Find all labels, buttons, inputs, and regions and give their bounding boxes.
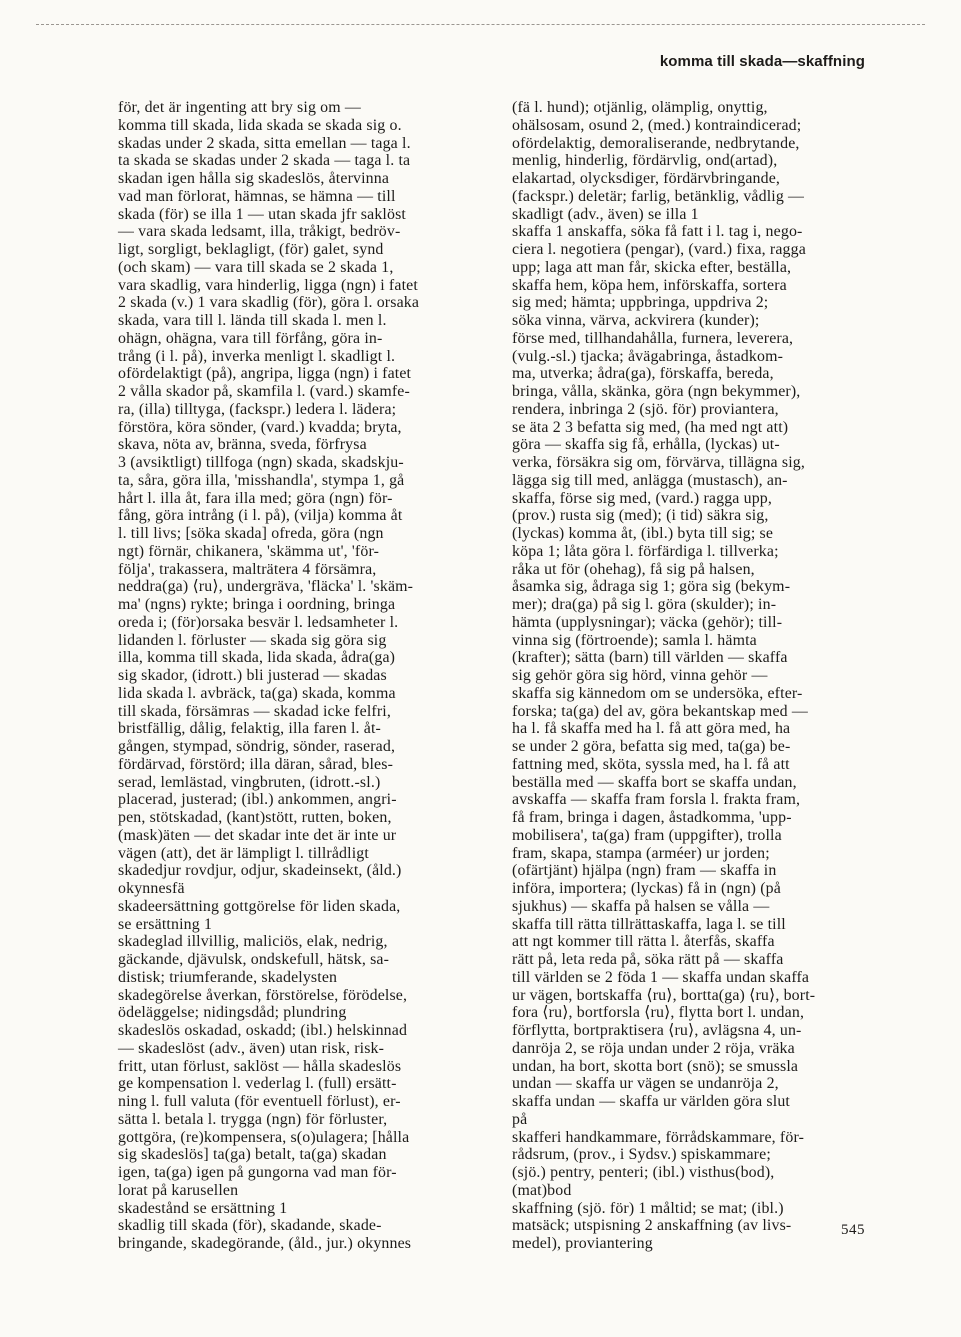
left-column-line: ge kompensation l. vederlag l. (full) ersätt- bbox=[118, 1075, 397, 1093]
right-column-line: verka, försäkra sig om, förvärva, tillägna sig, bbox=[512, 454, 805, 471]
left-column-line: bristfällig, dålig, felaktig, illa faren l. åt- bbox=[118, 720, 381, 738]
left-column-line: ligt, sorgligt, beklagligt, (för) galet, synd bbox=[118, 241, 384, 258]
left-column-line: hårt l. illa åt, fara illa med; göra (ngn) för- bbox=[118, 489, 393, 507]
left-column-line: oreda i; (för)orsaka besvär l. ledsamheter l. bbox=[118, 613, 399, 631]
right-column-line: skaffa undan — skaffa ur världen göra slut bbox=[512, 1093, 790, 1110]
left-column-line: lida skada l. avbräck, ta(ga) skada, komma bbox=[118, 684, 396, 702]
right-column-line: ofördelaktig, demoraliserande, nedbrytande, bbox=[512, 134, 800, 152]
right-column-line: råka ut för (ohehag), få sig på halsen, bbox=[512, 560, 755, 578]
right-column-line: göra — skaffa sig få, erhålla, (lyckas) ut- bbox=[512, 436, 780, 454]
right-column-line: (sjö.) pentry, penteri; (ibl.) visthus(bod), bbox=[512, 1164, 775, 1181]
left-column-line: vara skadlig, vara hinderlig, ligga (ngn) i fatet bbox=[118, 276, 418, 294]
right-column-line: på bbox=[512, 1110, 528, 1128]
right-column-line: ohälsosam, osund 2, (med.) kontraindicerad; bbox=[512, 116, 802, 134]
left-column-line: distisk; triumferande, skadelysten bbox=[118, 968, 338, 986]
left-column-line: (mask)äten — det skadar inte det är inte ur bbox=[118, 826, 397, 844]
running-head: komma till skada—skaffning bbox=[659, 53, 865, 70]
left-column-line: trång (i l. på), inverka menligt l. skadligt l. bbox=[118, 347, 396, 365]
right-column-line: skaffa hem, köpa hem, införskaffa, sortera bbox=[512, 276, 787, 294]
right-column-line: lägga sig till med, anlägga (mustasch), an- bbox=[512, 471, 788, 489]
right-column-line: fram, skapa, stampa (arméer) ur jorden; bbox=[512, 844, 770, 862]
right-column-line: skaffa sig kännedom om se undersöka, efter- bbox=[512, 684, 803, 702]
left-column-line: lorat på karusellen bbox=[118, 1181, 239, 1199]
left-column-line: förstöra, köra sönder, (vard.) kvadda; bryta, bbox=[118, 418, 402, 436]
left-column-line: till skada, försämras — skadad icke felfri, bbox=[118, 702, 391, 720]
left-column-line: skadan igen hålla sig skadeslös, återvinna bbox=[118, 170, 390, 187]
left-column-line: — skadeslöst (adv., även) utan risk, risk- bbox=[118, 1039, 385, 1057]
right-column-line: avskaffa — skaffa fram forsla l. frakta fram, bbox=[512, 791, 801, 809]
left-column-line: fritt, utan förlust, saklöst — hålla skadeslös bbox=[118, 1057, 402, 1075]
left-column-line: l. till livs; [söka skada] ofreda, göra (ngn bbox=[118, 525, 384, 542]
left-column-line: illa, komma till skada, lida skada, ådra(ga) bbox=[118, 649, 396, 667]
page-number: 545 bbox=[841, 1222, 865, 1238]
left-column-line: följa', trakassera, malträtera 4 försämra, bbox=[118, 560, 377, 578]
right-column-line: undan, ha bort, skotta bort (snö); se smussla bbox=[512, 1057, 799, 1075]
right-column-line: fattning med, sköta, syssla med, ha l. få att bbox=[512, 755, 790, 773]
left-column-line: skada, vara till l. lända till skada l. men l. bbox=[118, 312, 387, 329]
left-column-line: gottgöra, (re)kompensera, s(o)ulagera; [hålla bbox=[118, 1128, 410, 1146]
right-column-line: söka vinna, värva, ackvirera (kunder); bbox=[512, 312, 760, 329]
right-column-line: (lyckas) komma åt, (ibl.) byta till sig; se bbox=[512, 525, 774, 542]
left-column-line: för, det är ingenting att bry sig om — bbox=[118, 99, 361, 116]
left-column-line: 2 vålla skador på, skamfila l. (vard.) skamfe- bbox=[118, 383, 410, 400]
left-column-line: ning l. full valuta (för eventuell förlust), er- bbox=[118, 1093, 401, 1110]
scan-top-edge bbox=[36, 24, 925, 25]
right-column-line: bringa, vålla, skänka, göra (ngn bekymmer), bbox=[512, 383, 801, 400]
right-column-line: skaffning (sjö. för) 1 måltid; se mat; (ibl.) bbox=[512, 1199, 784, 1217]
right-column-line: upp; laga att man får, skicka efter, beställa, bbox=[512, 258, 792, 276]
left-column-line: skadegörelse åverkan, förstörelse, förödelse, bbox=[118, 986, 408, 1004]
left-column-line: fång, göra intrång (i l. på), (vilja) komma åt bbox=[118, 507, 403, 525]
left-column-line: 3 (avsiktligt) tillfoga (ngn) skada, skadskju- bbox=[118, 454, 404, 471]
left-column-line: fördärvad, förstörd; illa däran, sårad, bles- bbox=[118, 755, 394, 773]
right-column-line: rådsrum, (prov., i Sydsv.) spiskammare; bbox=[512, 1146, 771, 1164]
left-column-line: se ersättning 1 bbox=[118, 915, 213, 933]
right-column-line: beställa med — skaffa bort se skaffa undan, bbox=[512, 773, 797, 791]
left-column-line: komma till skada, lida skada se skada sig o. bbox=[118, 116, 402, 134]
left-column-line: ma' (ngns) rykte; bringa i oordning, bringa bbox=[118, 596, 396, 613]
right-column-line: hämta (upplysningar); väcka (gehör); till- bbox=[512, 613, 783, 631]
right-column-line: fora ⟨ru⟩, bortforsla ⟨ru⟩, flytta bort l. undan, bbox=[512, 1004, 805, 1022]
left-column-line: skadestånd se ersättning 1 bbox=[118, 1199, 288, 1217]
left-column-line: bringande, skadegörande, (åld., jur.) okynnes bbox=[118, 1235, 412, 1252]
right-column-line: skaffa till rätta tillrättaskaffa, laga l. se till bbox=[512, 915, 786, 933]
right-column-line: köpa 1; låta göra l. förfärdiga l. tillverka; bbox=[512, 542, 779, 560]
right-column-line: ma, utverka; ådra(ga), förskaffa, bereda, bbox=[512, 365, 774, 383]
left-column-line: sig skador, (idrott.) bli justerad — skadas bbox=[118, 667, 387, 684]
right-column-line: medel), proviantering bbox=[512, 1235, 653, 1252]
left-column-line: skadeslös oskadad, oskadd; (ibl.) helskinnad bbox=[118, 1022, 408, 1039]
right-column-line: sig gehör göra sig hörd, vinna gehör — bbox=[512, 667, 768, 684]
left-column-line: ta, såra, göra illa, 'misshandla', stympa 1, gå bbox=[118, 471, 405, 489]
right-column-line: sig med; hämta; uppbringa, uppdriva 2; bbox=[512, 294, 769, 312]
right-column-line: se under 2 göra, befatta sig med, ta(ga) be- bbox=[512, 738, 791, 755]
right-column-line: att ngt kommer till rätta l. återfås, skaffa bbox=[512, 933, 775, 951]
right-column-line: rätt på, leta reda på, söka rätt på — skaffa bbox=[512, 951, 784, 968]
left-column-line: ta skada se skadas under 2 skada — taga l. ta bbox=[118, 152, 411, 170]
right-column-line: undan — skaffa ur vägen se undanröja 2, bbox=[512, 1075, 779, 1093]
right-column-line: ur vägen, bortskaffa ⟨ru⟩, bortta(ga) ⟨ru⟩, bort- bbox=[512, 986, 816, 1004]
right-column-line: skaffa, förse sig med, (vard.) ragga upp, bbox=[512, 489, 773, 507]
right-column-line: rendera, inbringa 2 (sjö. för) proviantera, bbox=[512, 400, 779, 418]
right-column-line: (ofärtjänt) hjälpa (ngn) fram — skaffa in bbox=[512, 862, 777, 880]
right-column-line: få fram, bringa i dagen, åstadkomma, 'upp- bbox=[512, 809, 792, 826]
left-column-line: skadas under 2 skada, sitta emellan — taga l. bbox=[118, 134, 411, 152]
left-column-line: placerad, justerad; (ibl.) ankommen, angri- bbox=[118, 791, 397, 809]
left-column-line: lidanden l. förluster — skada sig göra sig bbox=[118, 631, 387, 649]
left-column-line: okynnesfä bbox=[118, 880, 185, 897]
right-column-line: matsäck; utspisning 2 anskaffning (av livs- bbox=[512, 1217, 792, 1235]
left-column-line: sig skadeslös] ta(ga) betalt, ta(ga) skadan bbox=[118, 1146, 387, 1164]
left-column-line: ra, (illa) tilltyga, (fackspr.) ledera l. lädera; bbox=[118, 400, 397, 418]
left-column-line: gången, stympad, söndrig, sönder, raserad, bbox=[118, 738, 396, 755]
right-column-line: förflytta, bortpraktisera ⟨ru⟩, avlägsna 4, un- bbox=[512, 1022, 802, 1039]
right-column-line: (vulg.-sl.) tjacka; åvägabringa, åstadkom- bbox=[512, 347, 784, 365]
right-column-line: förse med, tillhandahålla, furnera, leverera, bbox=[512, 329, 794, 347]
left-column-line: (och skam) — vara till skada se 2 skada 1, bbox=[118, 258, 394, 276]
right-column-line: skafferi handkammare, förrådskammare, för- bbox=[512, 1128, 805, 1146]
left-column-line: vägen (att), det är lämpligt l. tillrådligt bbox=[118, 844, 369, 862]
right-column-line: menlig, hinderlig, fördärvlig, ond(artad), bbox=[512, 152, 778, 170]
right-column-line: (fackspr.) deletär; farlig, betänklig, vådlig — bbox=[512, 187, 805, 205]
right-column-line: forska; ta(ga) del av, göra bekantskap med — bbox=[512, 702, 808, 720]
left-column bbox=[118, 99, 484, 1253]
left-column-line: ofördelaktigt (på), angripa, ligga (ngn) i fatet bbox=[118, 365, 412, 383]
left-column-line: skadedjur rovdjur, odjur, skadeinsekt, (åld.) bbox=[118, 862, 402, 880]
right-column bbox=[512, 99, 870, 1253]
left-column-line: ohägn, ohägna, vara till förfång, göra in- bbox=[118, 329, 383, 347]
left-column-line: — vara skada ledsamt, illa, tråkigt, bedröv- bbox=[118, 223, 401, 241]
right-column-line: (fä l. hund); otjänlig, olämplig, onyttig, bbox=[512, 99, 768, 116]
right-column-line: sjukhus) — skaffa på halsen se vålla — bbox=[512, 897, 770, 915]
right-column-line: skaffa 1 anskaffa, söka få fatt i l. tag i, nego- bbox=[512, 223, 803, 241]
left-column-line: skadlig till skada (för), skadande, skade- bbox=[118, 1217, 382, 1235]
left-column-line: sätta l. betala l. trygga (ngn) för förluster, bbox=[118, 1110, 388, 1128]
left-column-line: vad man förlorat, hämnas, se hämna — till bbox=[118, 187, 396, 205]
left-column-line: igen, ta(ga) igen på gungorna vad man för- bbox=[118, 1164, 397, 1181]
right-column-line: (prov.) rusta sig (med); (i tid) säkra sig, bbox=[512, 507, 769, 525]
right-column-line: införa, importera; (lyckas) få in (ngn) (på bbox=[512, 880, 781, 897]
left-column-line: pen, stötskadad, (kant)stött, rutten, boken, bbox=[118, 809, 392, 826]
left-column-line: ödeläggelse; nidingsdåd; plundring bbox=[118, 1004, 347, 1022]
left-column-line: ngt) förnär, chikanera, 'skämma ut', 'för- bbox=[118, 542, 380, 560]
left-column-line: gäckande, djävulsk, ondskefull, hätsk, sa- bbox=[118, 951, 390, 968]
left-column-line: skadeersättning gottgörelse för liden skada, bbox=[118, 897, 401, 915]
left-column-line: serad, lemlästad, vingbruten, (idrott.-sl.) bbox=[118, 773, 381, 791]
left-column-line: skada (för) se illa 1 — utan skada jfr saklöst bbox=[118, 205, 406, 223]
left-column-line: neddra(ga) ⟨ru⟩, undergräva, 'fläcka' l. 'skäm- bbox=[118, 578, 414, 596]
left-column-line: skadeglad illvillig, maliciös, elak, nedrig, bbox=[118, 933, 388, 951]
right-column-line: mobilisera', ta(ga) fram (uppgifter), trolla bbox=[512, 826, 782, 844]
right-column-line: vinna sig (förtroende); samla l. hämta bbox=[512, 631, 757, 649]
right-column-line: åsamka sig, ådraga sig 1; göra sig (bekym- bbox=[512, 578, 791, 596]
right-column-line: (mat)bod bbox=[512, 1181, 572, 1199]
left-column-line: 2 skada (v.) 1 vara skadlig (för), göra l. orsaka bbox=[118, 294, 420, 312]
right-column-line: mer); dra(ga) på sig l. göra (skulder); in- bbox=[512, 596, 777, 613]
right-column-line: (krafter); sätta (barn) till världen — skaffa bbox=[512, 649, 788, 667]
right-column-line: ha l. få skaffa med ha l. få att göra med, ha bbox=[512, 720, 791, 738]
right-column-line: ciera l. negotiera (pengar), (vard.) fixa, ragga bbox=[512, 241, 806, 258]
right-column-line: elakartad, olycksdiger, fördärvbringande, bbox=[512, 170, 781, 187]
left-column-line: skava, nöta av, bränna, sveda, förfrysa bbox=[118, 436, 367, 454]
right-column-line: skadligt (adv., även) se illa 1 bbox=[512, 205, 699, 223]
right-column-line: se äta 2 3 befatta sig med, (ha med ngt att) bbox=[512, 418, 789, 436]
right-column-line: till världen se 2 föda 1 — skaffa undan skaffa bbox=[512, 968, 810, 986]
right-column-line: danröja 2, se röja undan under 2 röja, vräka bbox=[512, 1039, 795, 1057]
